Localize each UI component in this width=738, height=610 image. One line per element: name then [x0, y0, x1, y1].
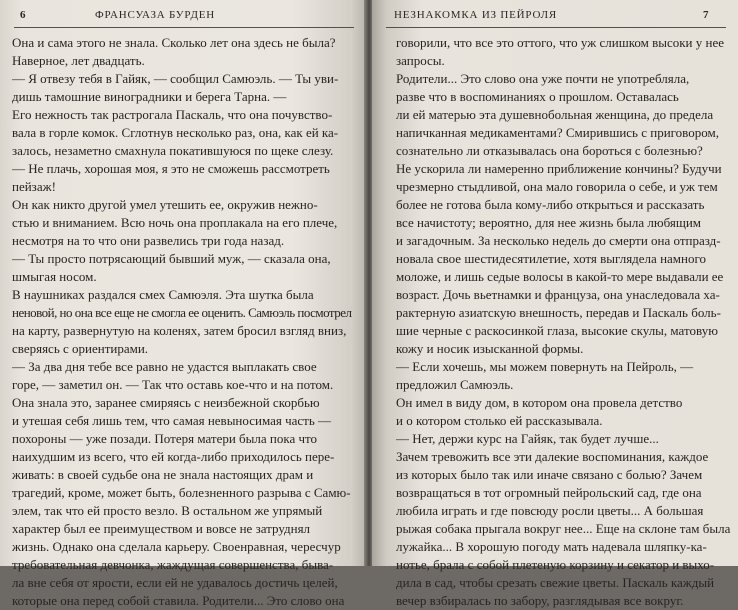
left-page [0, 0, 366, 608]
text-line: элем, так что ей просто везло. В остальном же упрямый [12, 503, 323, 518]
text-line: и утешая себя лишь тем, что самая невыносимая часть — [12, 413, 332, 428]
text-line: требовательная девчонка, жаждущая совершенства, быва- [12, 557, 334, 572]
text-line: ла вне себя от ярости, если ей не удавалось достичь целей, [12, 575, 338, 590]
text-line: запросы. [396, 53, 445, 68]
text-line: возраст. Дочь вьетнамки и француза, она унаследовала ха- [396, 287, 720, 302]
text-line: — Нет, держи курс на Гайяк, так будет лучше... [396, 431, 659, 446]
text-line: трагедий, кроме, может быть, болезненного разрыва с Самю- [12, 485, 351, 500]
text-line: более не готова была кому-либо открыться и рассказать [396, 197, 705, 212]
text-line: несмотря на то что они развелись три года назад. [12, 233, 285, 248]
text-line: — Не плачь, хорошая моя, я это не сможешь рассмотреть [12, 161, 330, 176]
text-line: чрезмерно стыдливой, она мало говорила о себе, и уж тем [396, 179, 718, 194]
text-line: — Ты просто потрясающий бывший муж, — сказала она, [12, 251, 331, 266]
body-text [12, 34, 352, 610]
text-line: похороны — уже позади. Потеря матери была пока что [12, 431, 318, 446]
text-line: вала в горле комок. Сглотнув несколько раз, она, как ей ка- [12, 125, 339, 140]
page-number: 7 [703, 9, 710, 21]
running-head-title: НЕЗНАКОМКА ИЗ ПЕЙРОЛЯ [394, 9, 558, 21]
text-line: кожу и носик изысканной формы. [396, 341, 584, 356]
text-line: В наушниках раздался смех Самюэля. Эта шутка была [12, 287, 314, 302]
text-line: Он как никто другой умел утешить ее, окружив нежно- [12, 197, 318, 212]
text-line: шмыгая носом. [12, 269, 97, 284]
text-line: любила играть и где повсюду росли цветы... А большая [396, 503, 704, 518]
text-line: разве что в воспоминаниях о прошлом. Оставалась [396, 89, 679, 104]
text-line: жизнь. Однако она сделала карьеру. Своенравная, чересчур [12, 539, 341, 554]
text-line: пейзаж! [12, 179, 56, 194]
text-line: новала свое шестидесятилетие, хотя выглядела намного [396, 251, 706, 266]
text-line: залось, незаметно смахнула покатившуюся по щеке слезу. [12, 143, 334, 158]
text-line: моложе, и лишь седые волосы в какой-то мере выдавали ее [396, 269, 724, 284]
text-line: все начистоту; вероятно, для нее жизнь была любящим [396, 215, 702, 230]
text-line: — Если хочешь, мы можем повернуть на Пейроль, — [396, 359, 694, 374]
text-line: горе, — заметил он. — Так что оставь кое-что и на потом. [12, 377, 334, 392]
text-line: стью и вниманием. Всю ночь она проплакала на его плече, [12, 215, 338, 230]
text-line: дила в сад, чтобы срезать свежие цветы. Паскаль каждый [396, 575, 715, 590]
text-line: рыжая собака прыгала вокруг нее... Еще на склоне там была [396, 521, 731, 536]
text-line: возвращаться в тот огромный пейрольский сад, где она [396, 485, 702, 500]
text-line: рактерную азиатскую внешность, передав и Паскаль боль- [396, 305, 721, 320]
text-line: напичканная медикаментами? Смирившись с приговором, [396, 125, 719, 140]
text-line: ли ей матерью эта душевнобольная женщина, до предела [396, 107, 714, 122]
text-line: наихудшим из всего, что ей когда-либо приходилось пере- [12, 449, 335, 464]
text-line: неновой, но она все еще не смогла ее оценить. Самюэль посмотрел [12, 305, 352, 320]
header-rule [386, 27, 726, 28]
text-line: — Я отвезу тебя в Гайяк, — сообщил Самюэль. — Ты уви- [12, 71, 339, 86]
text-line: Она и сама этого не знала. Сколько лет она здесь не была? [12, 35, 336, 50]
right-page [372, 0, 738, 608]
text-line: Родители... Это слово она уже почти не употребляла, [396, 71, 690, 86]
body-text [396, 34, 732, 610]
running-head-author: ФРАНСУАЗА БУРДЕН [95, 9, 216, 21]
header-rule [14, 27, 354, 28]
text-line: нотье, брала с собой плетеную корзину и секатор и выхо- [396, 557, 715, 572]
text-line: сознательно ли отказывалась она бороться с болезнью? [396, 143, 703, 158]
page-number: 6 [20, 9, 27, 21]
text-line: которые она перед собой ставила. Родители... Это слово она [12, 593, 345, 608]
text-line: и о котором столько ей рассказывала. [396, 413, 603, 428]
text-line: характер был ее преимуществом и вовсе не затруднял [12, 521, 311, 536]
text-line: Она знала это, заранее смиряясь с неизбежной скорбью [12, 395, 320, 410]
text-line: Он имел в виду дом, в котором она провела детство [396, 395, 683, 410]
text-line: сверяясь с ориентирами. [12, 341, 149, 356]
text-line: лужайка... В хорошую погоду мать надевала шляпку-ка- [396, 539, 707, 554]
text-line: вечер взбиралась по забору, разглядывая все вокруг. [396, 593, 684, 608]
text-line: предложил Самюэль. [396, 377, 514, 392]
text-line: на карту, развернутую на коленях, затем бросил взгляд вниз, [12, 323, 347, 338]
text-line: Зачем тревожить все эти далекие воспоминания, каждое [396, 449, 709, 464]
text-line: живать: в своей судьбе она не знала настоящих драм и [12, 467, 314, 482]
text-line: шие черные с раскосинкой глаза, высокие скулы, матовую [396, 323, 718, 338]
text-line: дишь тамошние виноградники и берега Тарна. — [12, 89, 287, 104]
text-line: — За два дня тебе все равно не удастся выплакать свое [12, 359, 317, 374]
text-line: говорили, что все это оттого, что уж слишком высоки у нее [396, 35, 725, 50]
text-line: и загадочным. За несколько недель до смерти она отпразд- [396, 233, 721, 248]
text-line: из которых было так или иначе связано с болью? Зачем [396, 467, 703, 482]
text-line: Наверное, лет двадцать. [12, 53, 145, 68]
text-line: Не ускорила ли намеренно приближение кончины? Будучи [396, 161, 722, 176]
text-line: Его нежность так растрогала Паскаль, что она почувство- [12, 107, 333, 122]
